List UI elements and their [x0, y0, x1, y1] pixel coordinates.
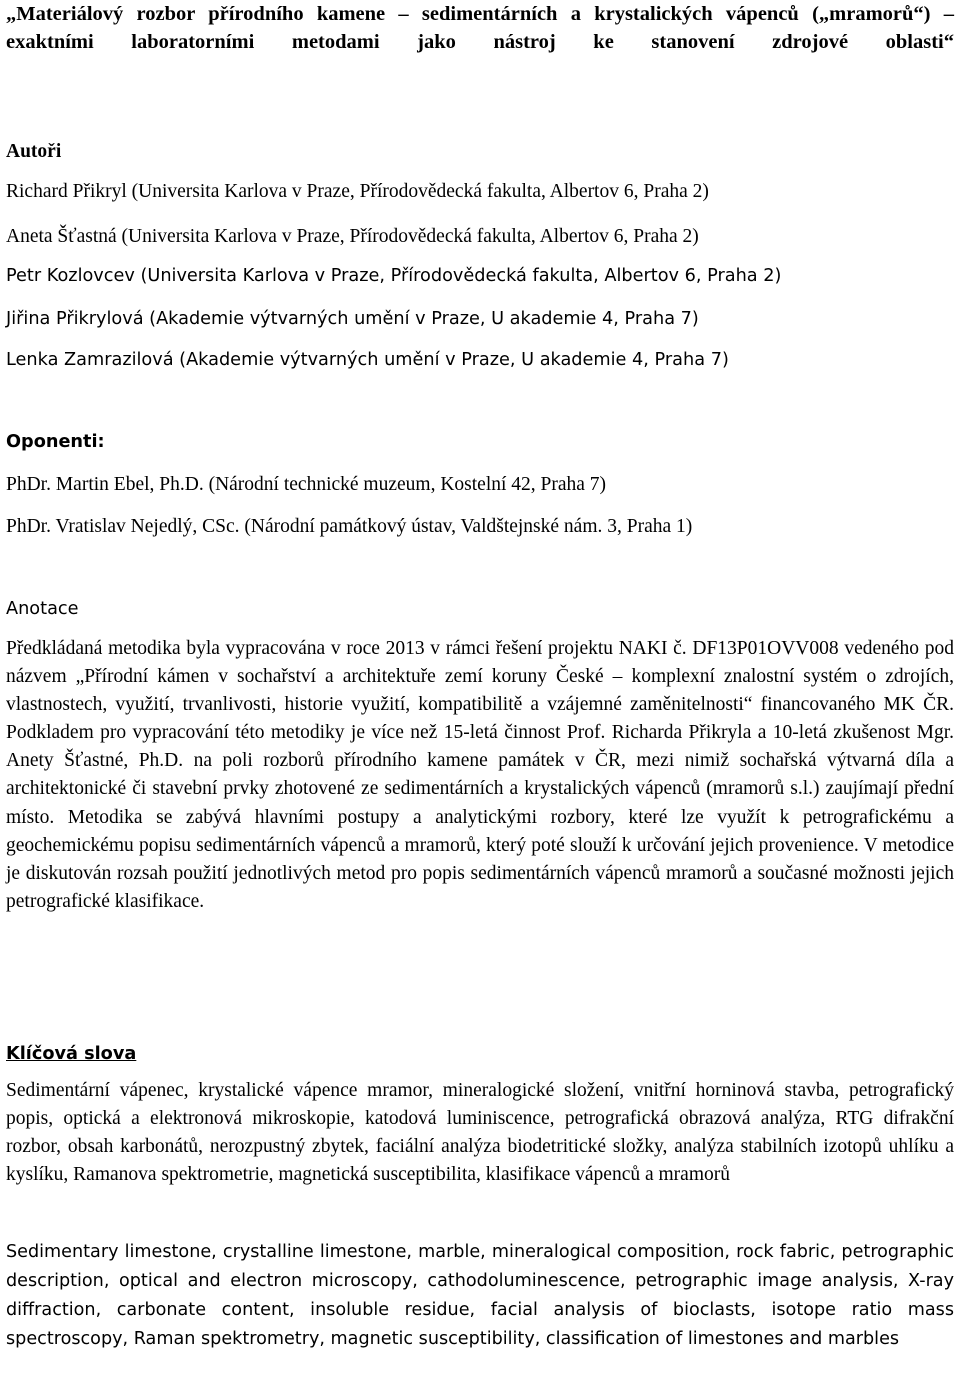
opponents-heading: Oponenti: — [6, 432, 105, 452]
author-item: Richard Přikryl (Universita Karlova v Praze, Přírodovědecká fakulta, Albertov 6, Praha 2) — [6, 181, 709, 202]
keywords-heading — [6, 1042, 136, 1066]
opponent-item: PhDr. Martin Ebel, Ph.D. (Národní technické muzeum, Kostelní 42, Praha 7) — [6, 474, 607, 495]
author-item: Petr Kozlovcev (Universita Karlova v Praze, Přírodovědecká fakulta, Albertov 6, Praha 2) — [6, 266, 782, 286]
author-item: Jiřina Přikrylová (Akademie výtvarných umění v Praze, U akademie 4, Praha 7) — [6, 309, 699, 329]
opponent-item: PhDr. Vratislav Nejedlý, CSc. (Národní památkový ústav, Valdštejnské nám. 3, Praha 1) — [6, 516, 693, 537]
author-item: Aneta Šťastná (Universita Karlova v Praze, Přírodovědecká fakulta, Albertov 6, Praha 2) — [6, 226, 699, 247]
keywords-english: Sedimentary limestone, crystalline limestone, marble, mineralogical composition, rock fabric, petrographic description, optical and electron microscopy, cathodoluminescence, petrographic image analysis, X-ray diffraction, carbonate content, insoluble residue, facial analysis of bioclasts, isotope ratio mass spectroscopy, Raman spektrometry, magnetic susceptibility, classification of limestones and marbles — [6, 1242, 954, 1349]
author-item: Lenka Zamrazilová (Akademie výtvarných umění v Praze, U akademie 4, Praha 7) — [6, 350, 729, 370]
authors-heading: Autoři — [6, 141, 62, 162]
keywords-czech: Sedimentární vápenec, krystalické vápence mramor, mineralogické složení, vnitřní horninová stavba, petrografický popis, optická a elektronová mikroskopie, katodová luminiscence, petrografická obrazová analýza, RTG difrakční rozbor, obsah karbonátů, nerozpustný zbytek, faciální analýza biodetritické složky, analýza stabilních izotopů uhlíku a kyslíku, Ramanova spektrometrie, magnetická susceptibilita, klasifikace vápenců a mramorů — [6, 1080, 954, 1186]
keywords-heading-text: Klíčová slova — [6, 1044, 137, 1064]
annotation-heading: Anotace — [6, 599, 79, 619]
annotation-text: Předkládaná metodika byla vypracována v roce 2013 v rámci řešení projektu NAKI č. DF13P01OVV008 vedeného pod názvem „Přírodní kámen v sochařství a architektuře zemí koruny České – komplexní znalostní systém o zdrojích, vlastnostech, využití, trvanlivosti, historie využití, kompatibilitě a vzájemné zaměnitelnosti“ financovaného MK ČR. Podkladem pro vypracování této metodiky je více než 15-letá činnost Prof. Richarda Přikryla a 10-letá zkušenost Mgr. Anety Šťastné, Ph.D. na poli rozborů přírodního kamene památek v ČR, mezi nimiž sochařská výtvarná díla a architektonické či stavební prvky zhotovené ze sedimentárních a krystalických vápenců (mramorů s.l.) zaujímají přední místo. Metodika se zabývá hlavními postupy a analytickými rozbory, které lze využít k petrografickému a geochemickému popisu sedimentárních vápenců a mramorů, který poté slouží k určování jejich provenience. V metodice je diskutován rozsah použití jednotlivých metod pro popis sedimentárních vápenců mramorů a současné možnosti jejich petrografické klasifikace. — [6, 638, 954, 912]
document-title: „Materiálový rozbor přírodního kamene – sedimentárních a krystalických vápenců („mramorů“) – exaktními laboratorními metodami jako nástroj ke stanovení zdrojové oblasti“ — [6, 3, 954, 53]
